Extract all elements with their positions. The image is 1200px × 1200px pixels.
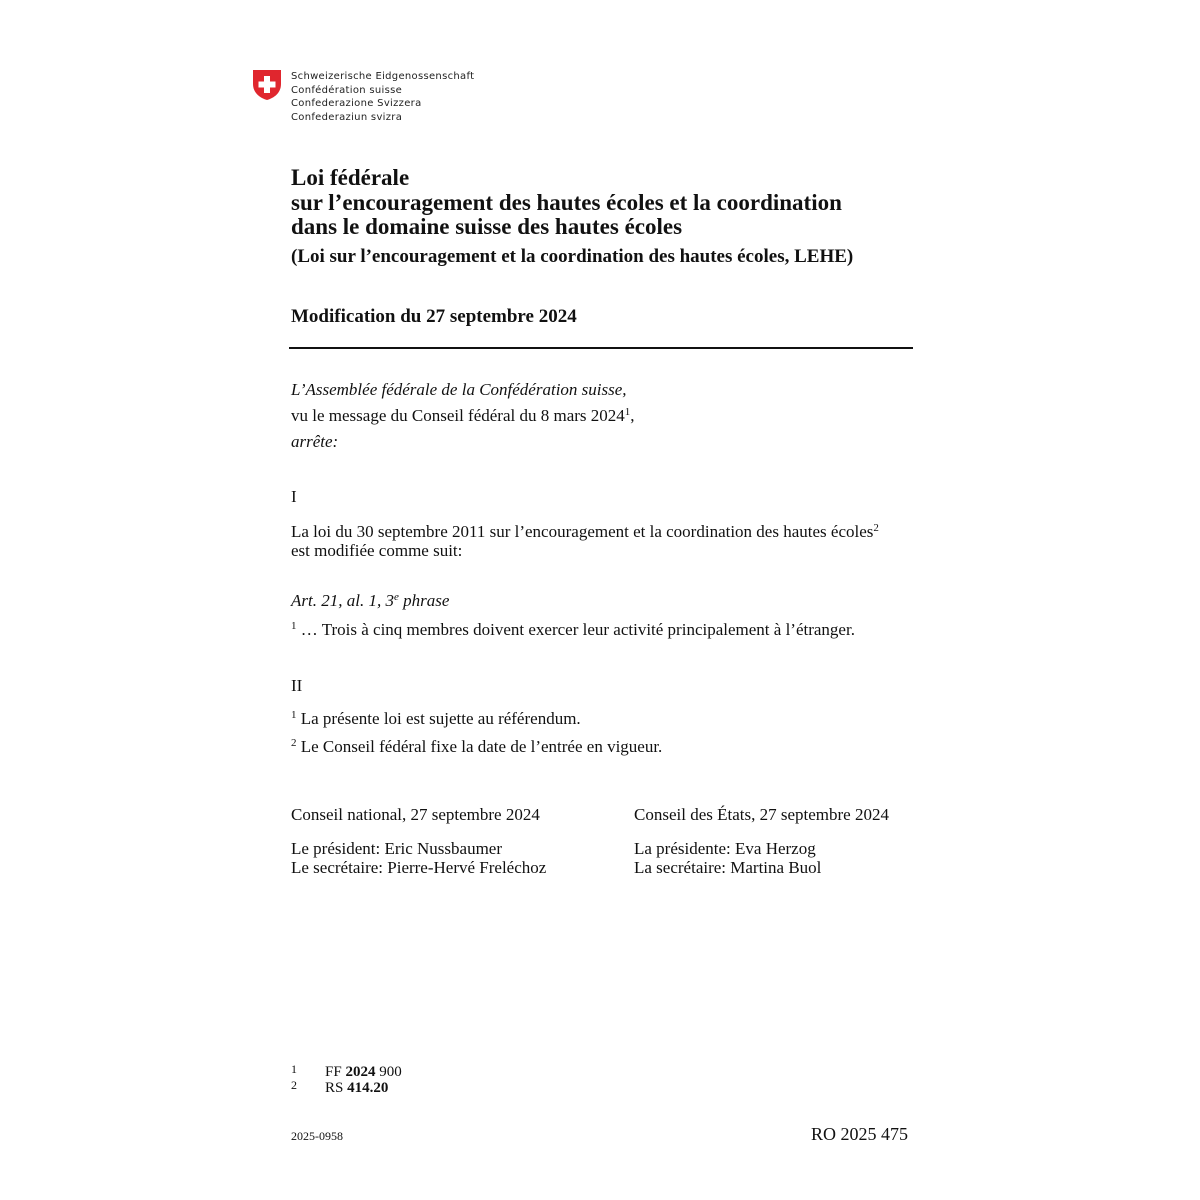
council-of-states-secretary: La secrétaire: Martina Buol bbox=[634, 858, 822, 877]
national-council-date: Conseil national, 27 septembre 2024 bbox=[291, 805, 540, 824]
confederation-name-de: Schweizerische Eidgenossenschaft bbox=[291, 71, 475, 82]
section-2-paragraph-1-text: La présente loi est sujette au référendum. bbox=[296, 709, 581, 728]
confederation-names bbox=[291, 70, 474, 124]
national-council-secretary: Le secrétaire: Pierre-Hervé Freléchoz bbox=[291, 858, 547, 877]
title-line-3: dans le domaine suisse des hautes écoles bbox=[291, 214, 683, 239]
section-2-paragraph-1 bbox=[291, 708, 581, 730]
footnote-1 bbox=[325, 1065, 402, 1080]
section-1-intro-line-2: est modifiée comme suit: bbox=[291, 541, 463, 560]
article-paragraph-1 bbox=[291, 619, 855, 641]
document-id: 2025-0958 bbox=[291, 1129, 343, 1143]
section-2-heading: II bbox=[291, 676, 303, 695]
official-compilation-reference: RO 2025 475 bbox=[811, 1124, 909, 1144]
paragraph-number: 1 bbox=[291, 620, 297, 632]
preamble-assembly: L’Assemblée fédérale de la Confédération suisse, bbox=[291, 380, 627, 399]
council-of-states-president: La présidente: Eva Herzog bbox=[634, 839, 816, 858]
article-heading-prefix: Art. 21, al. 1, 3 bbox=[291, 591, 394, 610]
modification-date: Modification du 27 septembre 2024 bbox=[291, 306, 577, 327]
footnote-2-number: 2 bbox=[291, 1078, 297, 1092]
law-title bbox=[291, 166, 842, 240]
law-short-title: (Loi sur l’encouragement et la coordination des hautes écoles, LEHE) bbox=[291, 246, 854, 267]
section-2-paragraph-2 bbox=[291, 736, 662, 758]
article-heading-sup: e bbox=[393, 591, 399, 603]
confederation-name-fr: Confédération suisse bbox=[291, 84, 403, 96]
title-line-2: sur l’encouragement des hautes écoles et la coordination bbox=[291, 189, 842, 215]
paragraph-number: 2 bbox=[291, 737, 297, 749]
footnote-2-number-ref: 414.20 bbox=[347, 1080, 389, 1096]
footnote-1-page: 900 bbox=[375, 1064, 402, 1080]
paragraph-number: 1 bbox=[291, 709, 297, 721]
section-1-heading: I bbox=[291, 487, 297, 506]
footnote-1-year: 2024 bbox=[345, 1064, 376, 1080]
article-heading-suffix: phrase bbox=[398, 591, 450, 610]
title-divider bbox=[289, 347, 913, 349]
preamble-message bbox=[291, 405, 635, 427]
national-council-president: Le président: Eric Nussbaumer bbox=[291, 839, 503, 858]
section-2-paragraph-2-text: Le Conseil fédéral fixe la date de l’entrée en vigueur. bbox=[296, 737, 663, 756]
footnote-1-number: 1 bbox=[291, 1062, 297, 1076]
section-1-intro-text: La loi du 30 septembre 2011 sur l’encouragement et la coordination des hautes écoles bbox=[291, 522, 874, 541]
confederation-name-it: Confederazione Svizzera bbox=[291, 98, 422, 110]
swiss-cross-icon bbox=[252, 69, 282, 101]
confederation-name-rm: Confederaziun svizra bbox=[291, 111, 403, 123]
footnote-1-prefix: FF bbox=[325, 1064, 346, 1080]
footnote-ref-1[interactable]: 1 bbox=[624, 406, 631, 418]
preamble-message-end: , bbox=[630, 406, 635, 425]
council-of-states-date: Conseil des États, 27 septembre 2024 bbox=[634, 805, 889, 824]
preamble-message-text: vu le message du Conseil fédéral du 8 mars 2024 bbox=[291, 406, 625, 425]
footnote-ref-2[interactable]: 2 bbox=[873, 522, 879, 534]
article-paragraph-text: … Trois à cinq membres doivent exercer leur activité principalement à l’étranger. bbox=[296, 620, 855, 639]
footnote-2-prefix: RS bbox=[325, 1080, 348, 1096]
article-heading bbox=[291, 590, 449, 612]
preamble-decree: arrête: bbox=[291, 432, 339, 451]
footnote-2 bbox=[325, 1081, 388, 1096]
title-line-1: Loi fédérale bbox=[291, 165, 410, 190]
